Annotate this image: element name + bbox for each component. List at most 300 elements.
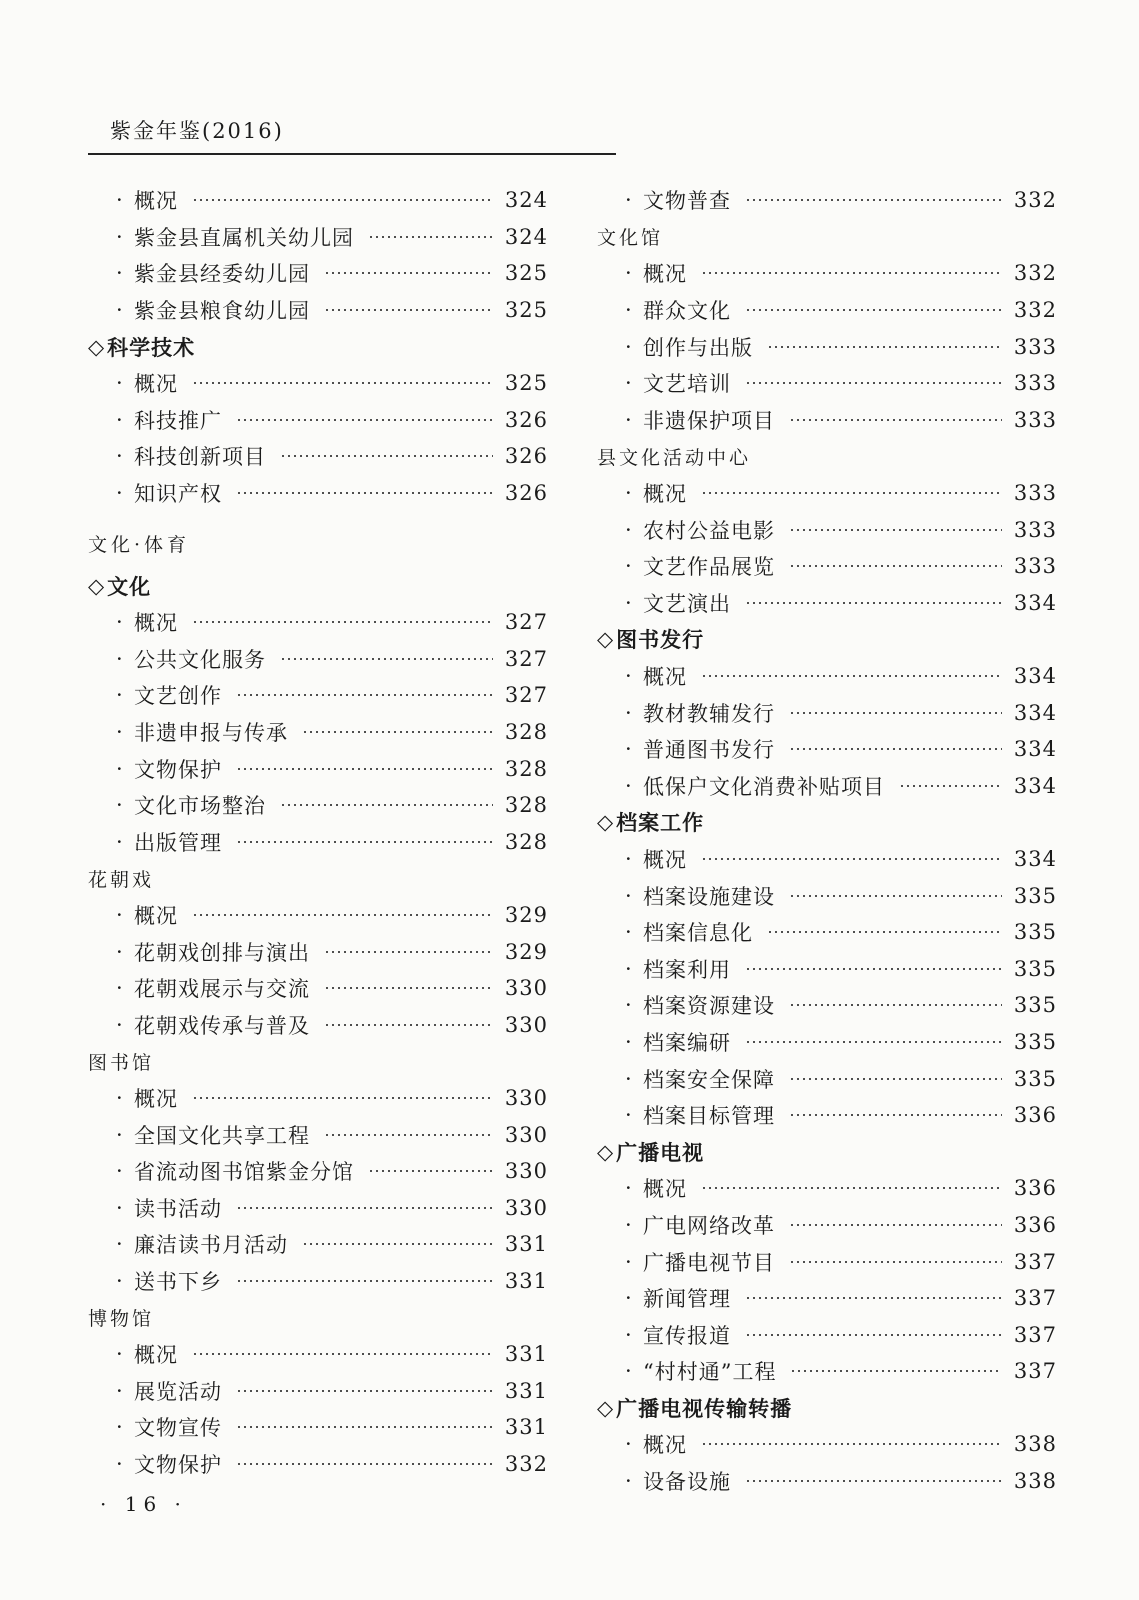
toc-entry-label: 群众文化 (643, 299, 731, 324)
toc-entry-page: 334 (1013, 846, 1057, 871)
toc-entry-page: 337 (1013, 1286, 1057, 1311)
diamond-icon: ◇ (597, 627, 615, 652)
toc-entry (88, 1116, 548, 1153)
toc-entry-label: 概况 (643, 665, 687, 690)
toc-entry-page: 331 (504, 1378, 548, 1403)
dot-leader (236, 841, 493, 843)
toc-entry-label: 展览活动 (134, 1379, 222, 1404)
toc-entry-page: 334 (1013, 737, 1057, 762)
toc-entry-page: 326 (504, 481, 548, 506)
toc-entry-page: 336 (1013, 1212, 1057, 1237)
toc-entry-page: 335 (1013, 956, 1057, 981)
bullet-icon: · (116, 1195, 123, 1220)
toc-entry (88, 365, 548, 402)
toc-entry-page: 324 (504, 224, 548, 249)
toc-entry (88, 1336, 548, 1373)
toc-category-label: 档案工作 (616, 810, 705, 836)
toc-entry-page: 328 (504, 756, 548, 781)
toc-entry (597, 658, 1057, 695)
toc-entry-label: 教材教辅发行 (643, 701, 775, 726)
bullet-icon: · (116, 481, 123, 506)
dot-leader (789, 1004, 1002, 1006)
toc-category-label: 文化 (107, 573, 152, 599)
toc-entry (88, 475, 548, 512)
dot-leader (789, 748, 1002, 750)
toc-entry-label: 设备设施 (643, 1470, 731, 1495)
dot-leader (324, 951, 493, 953)
dot-leader (236, 492, 493, 494)
toc-entry-label: 概况 (134, 372, 178, 397)
dot-leader (236, 768, 493, 770)
toc-entry-page: 330 (504, 1085, 548, 1110)
bullet-icon: · (625, 1103, 632, 1128)
dot-leader (789, 1078, 1002, 1080)
toc-category-heading (597, 1390, 1057, 1427)
bullet-icon: · (116, 1415, 123, 1440)
toc-entry (88, 402, 548, 439)
toc-entry (597, 1353, 1057, 1390)
bullet-icon: · (116, 1451, 123, 1476)
toc-entry-page: 334 (1013, 773, 1057, 798)
toc-entry (597, 1207, 1057, 1244)
toc-entry (597, 877, 1057, 914)
bullet-icon: · (116, 1268, 123, 1293)
bullet-icon: · (625, 1176, 632, 1201)
toc-entry (597, 475, 1057, 512)
toc-entry (597, 731, 1057, 768)
dot-leader (324, 987, 493, 989)
dot-leader (192, 1353, 493, 1355)
bullet-icon: · (625, 590, 632, 615)
bullet-icon: · (625, 1432, 632, 1457)
toc-entry-label: 文物普查 (643, 189, 731, 214)
toc-entry (88, 970, 548, 1007)
toc-entry-page: 336 (1013, 1103, 1057, 1128)
toc-entry-page: 337 (1013, 1322, 1057, 1347)
bullet-icon: · (625, 883, 632, 908)
toc-entry-label: 全国文化共享工程 (134, 1123, 310, 1148)
toc-entry (597, 841, 1057, 878)
dot-leader (368, 236, 493, 238)
toc-entry-label: 档案设施建设 (643, 884, 775, 909)
toc-entry (88, 641, 548, 678)
toc-entry-page: 333 (1013, 481, 1057, 506)
toc-entry-page: 325 (504, 298, 548, 323)
toc-entry (88, 1080, 548, 1117)
toc-category-label: 图书发行 (616, 627, 705, 653)
toc-entry-label: 概况 (134, 1343, 178, 1368)
dot-leader (236, 1390, 493, 1392)
toc-section-title (88, 511, 548, 567)
dot-leader (701, 272, 1002, 274)
dot-leader (745, 309, 1002, 311)
toc-entry (597, 1170, 1057, 1207)
toc-entry (597, 511, 1057, 548)
bullet-icon: · (116, 224, 123, 249)
bullet-icon: · (116, 1085, 123, 1110)
bullet-icon: · (625, 664, 632, 689)
toc-entry (88, 604, 548, 641)
toc-entry-label: 文艺创作 (134, 684, 222, 709)
toc-entry-label: 广电网络改革 (643, 1213, 775, 1238)
bullet-icon: · (116, 298, 123, 323)
dot-leader (789, 1261, 1002, 1263)
toc-entry-page: 330 (504, 1122, 548, 1147)
bullet-icon: · (625, 700, 632, 725)
toc-entry-label: 花朝戏展示与交流 (134, 977, 310, 1002)
toc-entry-label: 宣传报道 (643, 1323, 731, 1348)
running-header: 紫金年鉴(2016) (110, 119, 284, 143)
toc-entry-page: 337 (1013, 1249, 1057, 1274)
diamond-icon: ◇ (88, 573, 106, 598)
bullet-icon: · (625, 773, 632, 798)
toc-entry-label: 概况 (134, 189, 178, 214)
bullet-icon: · (625, 1212, 632, 1237)
toc-category-label: 科学技术 (107, 334, 196, 360)
toc-entry-page: 330 (504, 976, 548, 1001)
dot-leader (192, 914, 493, 916)
dot-leader (302, 731, 493, 733)
toc-entry-page: 330 (504, 1195, 548, 1220)
toc-entry-page: 325 (504, 371, 548, 396)
toc-entry-page: 334 (1013, 664, 1057, 689)
bullet-icon: · (116, 1342, 123, 1367)
dot-leader (745, 382, 1002, 384)
toc-entry (597, 1280, 1057, 1317)
toc-entry (597, 1024, 1057, 1061)
bullet-icon: · (625, 481, 632, 506)
dot-leader (280, 804, 493, 806)
bullet-icon: · (625, 1469, 632, 1494)
toc-entry-page: 331 (504, 1342, 548, 1367)
toc-entry-label: 廉洁读书月活动 (134, 1233, 288, 1258)
toc-entry (88, 1409, 548, 1446)
dot-leader (302, 1243, 493, 1245)
toc-entry-label: 普通图书发行 (643, 738, 775, 763)
dot-leader (745, 602, 1002, 604)
dot-leader (236, 1207, 493, 1209)
toc-entry-page: 327 (504, 683, 548, 708)
toc-entry-label: 文物宣传 (134, 1416, 222, 1441)
bullet-icon: · (116, 939, 123, 964)
bullet-icon: · (625, 334, 632, 359)
toc-entry (88, 933, 548, 970)
toc-entry-label: 档案目标管理 (643, 1104, 775, 1129)
toc-subcategory (597, 438, 1057, 475)
dot-leader (324, 1134, 493, 1136)
toc-entry (88, 714, 548, 751)
toc-entry (88, 677, 548, 714)
toc-entry (597, 1243, 1057, 1280)
toc-entry (597, 255, 1057, 292)
dot-leader (701, 1187, 1002, 1189)
toc-entry-label: “村村通”工程 (643, 1360, 777, 1385)
toc-entry-label: 档案安全保障 (643, 1067, 775, 1092)
toc-entry (88, 1263, 548, 1300)
bullet-icon: · (625, 1322, 632, 1347)
toc-subcategory (597, 219, 1057, 256)
toc-entry (597, 694, 1057, 731)
toc-entry-label: 花朝戏创排与演出 (134, 940, 310, 965)
toc-entry-page: 333 (1013, 517, 1057, 542)
toc-entry-label: 公共文化服务 (134, 647, 266, 672)
dot-leader (767, 346, 1002, 348)
toc-entry-page: 332 (504, 1451, 548, 1476)
toc-entry-page: 329 (504, 902, 548, 927)
dot-leader (236, 694, 493, 696)
diamond-icon: ◇ (597, 810, 615, 835)
toc-entry-label: 科技创新项目 (134, 445, 266, 470)
toc-entry (88, 255, 548, 292)
bullet-icon: · (625, 261, 632, 286)
toc-category-label: 广播电视 (616, 1139, 705, 1165)
toc-subcategory-label: 花朝戏 (88, 868, 155, 891)
toc-entry-label: 知识产权 (134, 482, 222, 507)
toc-entry (597, 585, 1057, 622)
toc-entry (597, 1097, 1057, 1134)
toc-entry-page: 338 (1013, 1469, 1057, 1494)
toc-entry-label: 档案信息化 (643, 921, 753, 946)
diamond-icon: ◇ (88, 334, 106, 359)
bullet-icon: · (116, 610, 123, 635)
toc-category-heading (597, 1133, 1057, 1170)
toc-entry-page: 335 (1013, 1066, 1057, 1091)
bullet-icon: · (116, 407, 123, 432)
dot-leader (368, 1170, 493, 1172)
bullet-icon: · (625, 517, 632, 542)
bullet-icon: · (116, 371, 123, 396)
toc-entry-page: 326 (504, 444, 548, 469)
toc-entry (88, 292, 548, 329)
toc-entry-label: 农村公益电影 (643, 518, 775, 543)
toc-entry (88, 438, 548, 475)
dot-leader (789, 419, 1002, 421)
toc-subcategory (88, 860, 548, 897)
bullet-icon: · (116, 444, 123, 469)
toc-entry (597, 328, 1057, 365)
toc-entry-label: 概况 (643, 262, 687, 287)
toc-entry-label: 档案资源建设 (643, 994, 775, 1019)
toc-entry (597, 182, 1057, 219)
toc-entry-label: 概况 (643, 1433, 687, 1458)
toc-entry (88, 1446, 548, 1483)
toc-entry (597, 987, 1057, 1024)
bullet-icon: · (116, 793, 123, 818)
bullet-icon: · (625, 371, 632, 396)
toc-entry-page: 331 (504, 1232, 548, 1257)
bullet-icon: · (625, 1029, 632, 1054)
toc-entry (597, 365, 1057, 402)
bullet-icon: · (625, 920, 632, 945)
dot-leader (790, 1370, 1001, 1372)
dot-leader (192, 382, 493, 384)
bullet-icon: · (116, 188, 123, 213)
bullet-icon: · (625, 956, 632, 981)
toc-entry-page: 333 (1013, 371, 1057, 396)
bullet-icon: · (116, 1232, 123, 1257)
bullet-icon: · (625, 1286, 632, 1311)
toc-entry (88, 1372, 548, 1409)
bullet-icon: · (116, 756, 123, 781)
toc-entry-page: 330 (504, 1159, 548, 1184)
bullet-icon: · (116, 261, 123, 286)
bullet-icon: · (625, 188, 632, 213)
toc-entry-label: 低保户文化消费补贴项目 (643, 774, 885, 799)
dot-leader (789, 565, 1002, 567)
toc-entry-label: 文物保护 (134, 1452, 222, 1477)
dot-leader (701, 1443, 1002, 1445)
dot-leader (899, 785, 1002, 787)
toc-entry (88, 1189, 548, 1226)
toc-entry-label: 广播电视节目 (643, 1250, 775, 1275)
toc-entry-label: 概况 (643, 847, 687, 872)
dot-leader (324, 272, 493, 274)
toc-category-heading (597, 621, 1057, 658)
toc-entry-page: 338 (1013, 1432, 1057, 1457)
toc-entry-label: 紫金县直属机关幼儿园 (134, 225, 354, 250)
toc-entry (597, 1463, 1057, 1500)
dot-leader (236, 1426, 493, 1428)
toc-subcategory (88, 1043, 548, 1080)
toc-entry (88, 750, 548, 787)
toc-entry-label: 概况 (643, 1177, 687, 1202)
dot-leader (280, 455, 493, 457)
page-number: · 16 · (100, 1492, 187, 1516)
toc-entry-label: 省流动图书馆紫金分馆 (134, 1160, 354, 1185)
toc-entry-page: 330 (504, 1012, 548, 1037)
toc-entry (88, 182, 548, 219)
toc-entry-page: 337 (1013, 1359, 1057, 1384)
dot-leader (789, 529, 1002, 531)
bullet-icon: · (116, 1159, 123, 1184)
toc-entry (88, 787, 548, 824)
toc-subcategory-label: 图书馆 (88, 1051, 155, 1074)
toc-entry (597, 950, 1057, 987)
toc-entry-page: 324 (504, 188, 548, 213)
toc-entry (597, 292, 1057, 329)
toc-entry-label: 文艺作品展览 (643, 555, 775, 580)
toc-category-heading (88, 328, 548, 365)
toc-category-heading (88, 567, 548, 604)
dot-leader (324, 1024, 493, 1026)
dot-leader (236, 1280, 493, 1282)
toc-entry-label: 概况 (134, 611, 178, 636)
toc-entry (88, 897, 548, 934)
toc-entry-label: 新闻管理 (643, 1287, 731, 1312)
dot-leader (745, 1041, 1002, 1043)
bullet-icon: · (625, 846, 632, 871)
dot-leader (745, 1297, 1002, 1299)
toc-entry (597, 402, 1057, 439)
toc-left-column (88, 182, 548, 1482)
toc-entry (88, 1226, 548, 1263)
dot-leader (236, 1463, 493, 1465)
dot-leader (701, 858, 1002, 860)
bullet-icon: · (625, 1066, 632, 1091)
toc-entry-label: 概况 (134, 1086, 178, 1111)
toc-entry-label: 概况 (134, 903, 178, 928)
toc-entry-label: 概况 (643, 482, 687, 507)
toc-entry-label: 创作与出版 (643, 335, 753, 360)
bullet-icon: · (116, 829, 123, 854)
toc-entry-page: 331 (504, 1268, 548, 1293)
dot-leader (767, 931, 1002, 933)
toc-subcategory-label: 县文化活动中心 (597, 446, 752, 469)
toc-entry (597, 914, 1057, 951)
bullet-icon: · (116, 683, 123, 708)
dot-leader (192, 1097, 493, 1099)
toc-entry-label: 文物保护 (134, 757, 222, 782)
toc-entry-label: 非遗保护项目 (643, 408, 775, 433)
bullet-icon: · (116, 646, 123, 671)
bullet-icon: · (625, 1359, 632, 1384)
toc-entry (88, 1153, 548, 1190)
toc-entry (88, 824, 548, 861)
bullet-icon: · (116, 902, 123, 927)
header-rule (88, 153, 616, 155)
dot-leader (745, 199, 1002, 201)
dot-leader (324, 309, 493, 311)
diamond-icon: ◇ (597, 1395, 615, 1420)
bullet-icon: · (625, 737, 632, 762)
toc-entry-page: 331 (504, 1415, 548, 1440)
toc-entry-label: 出版管理 (134, 830, 222, 855)
toc-entry-page: 326 (504, 407, 548, 432)
toc-entry-label: 花朝戏传承与普及 (134, 1013, 310, 1038)
toc-entry (597, 548, 1057, 585)
diamond-icon: ◇ (597, 1139, 615, 1164)
toc-entry-page: 325 (504, 261, 548, 286)
dot-leader (701, 675, 1002, 677)
toc-entry-label: 文艺培训 (643, 372, 731, 397)
toc-subcategory (88, 1299, 548, 1336)
toc-category-heading (597, 804, 1057, 841)
toc-entry-page: 333 (1013, 334, 1057, 359)
toc-entry (597, 1426, 1057, 1463)
toc-entry-label: 档案利用 (643, 957, 731, 982)
bullet-icon: · (116, 1378, 123, 1403)
toc-entry-page: 332 (1013, 188, 1057, 213)
bullet-icon: · (625, 407, 632, 432)
toc-entry-page: 327 (504, 646, 548, 671)
toc-entry-page: 334 (1013, 700, 1057, 725)
toc-entry-label: 紫金县经委幼儿园 (134, 262, 310, 287)
toc-entry-label: 读书活动 (134, 1196, 222, 1221)
toc-entry (597, 1060, 1057, 1097)
dot-leader (789, 1114, 1002, 1116)
toc-right-column (597, 182, 1057, 1499)
toc-entry-page: 333 (1013, 407, 1057, 432)
dot-leader (192, 199, 493, 201)
dot-leader (789, 712, 1002, 714)
dot-leader (789, 895, 1002, 897)
toc-entry-page: 334 (1013, 590, 1057, 615)
toc-entry (88, 1006, 548, 1043)
dot-leader (280, 658, 493, 660)
toc-entry-page: 336 (1013, 1176, 1057, 1201)
dot-leader (789, 1224, 1002, 1226)
toc-entry-page: 328 (504, 829, 548, 854)
bullet-icon: · (625, 1249, 632, 1274)
dot-leader (236, 419, 493, 421)
toc-entry-page: 332 (1013, 298, 1057, 323)
toc-entry (88, 219, 548, 256)
dot-leader (745, 968, 1002, 970)
toc-section-label: 文化·体育 (88, 533, 191, 556)
toc-entry (597, 768, 1057, 805)
toc-subcategory-label: 博物馆 (88, 1308, 155, 1331)
toc-entry-label: 紫金县粮食幼儿园 (134, 299, 310, 324)
